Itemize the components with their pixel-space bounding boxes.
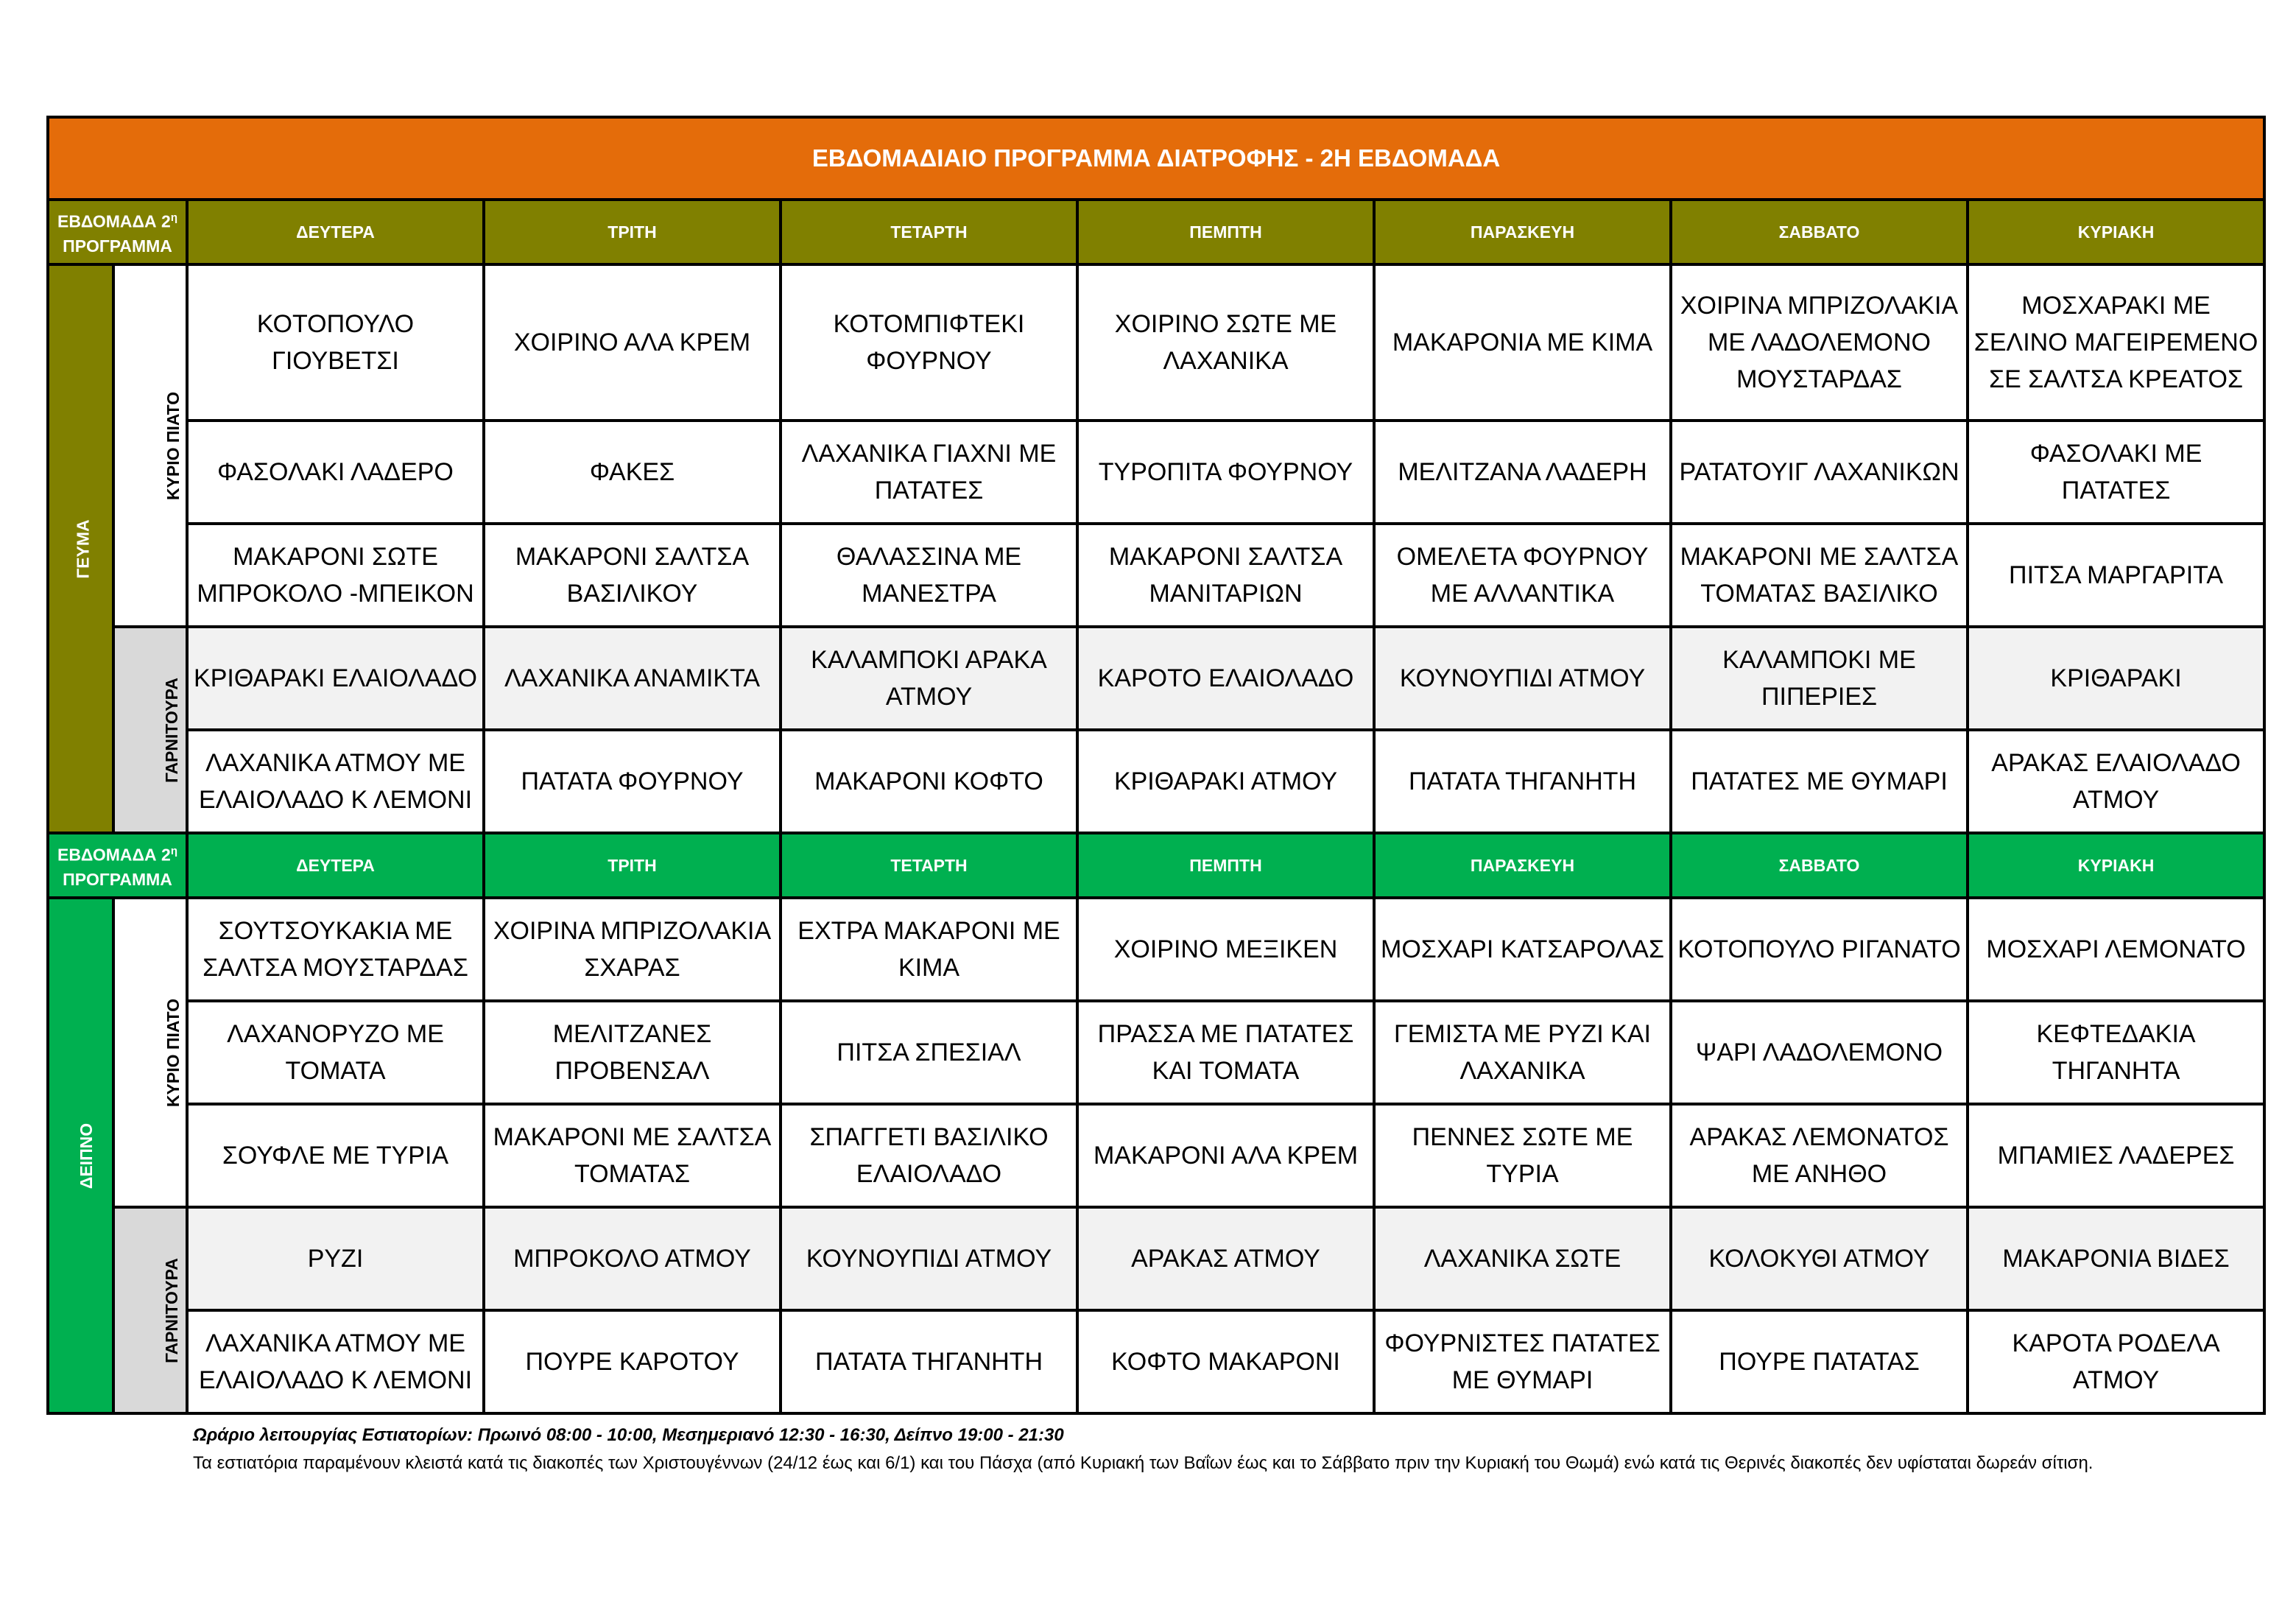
weekly-menu-table [46, 116, 2266, 1415]
dish-cell: ΟΜΕΛΕΤΑ ΦΟΥΡΝΟΥ ΜΕ ΑΛΛΑΝΤΙΚΑ [1374, 524, 1671, 627]
dish-cell: ΚΟΤΟΠΟΥΛΟ ΓΙΟΥΒΕΤΣΙ [187, 264, 484, 421]
dish-cell: ΜΟΣΧΑΡΙ ΚΑΤΣΑΡΟΛΑΣ [1374, 898, 1671, 1001]
week-label-line2: ΠΡΟΓΡΑΜΜΑ [63, 236, 172, 256]
dish-cell: ΕΧΤΡΑ ΜΑΚΑΡΟΝΙ ΜΕ ΚΙΜΑ [781, 898, 1077, 1001]
dish-cell: ΛΑΧΑΝΙΚΑ ΑΝΑΜΙΚΤΑ [484, 627, 781, 730]
meal-label-lunch: ΓΕΥΜΑ [48, 264, 113, 833]
day-header: ΣΑΒΒΑΤΟ [1671, 200, 1968, 264]
dish-cell: ΜΕΛΙΤΖΑΝΕΣ ΠΡΟΒΕΝΣΑΛ [484, 1001, 781, 1104]
meal-label-dinner: ΔΕΙΠΝΟ [48, 898, 113, 1413]
dish-cell: ΑΡΑΚΑΣ ΛΕΜΟΝΑΤΟΣ ΜΕ ΑΝΗΘΟ [1671, 1104, 1968, 1207]
dish-cell: ΡΥΖΙ [187, 1207, 484, 1310]
dish-cell: ΘΑΛΑΣΣΙΝΑ ΜΕ ΜΑΝΕΣΤΡΑ [781, 524, 1077, 627]
category-main: ΚΥΡΙΟ ΠΙΑΤΟ [113, 898, 187, 1207]
footer-notes [193, 1421, 2240, 1477]
dish-cell: ΠΙΤΣΑ ΜΑΡΓΑΡΙΤΑ [1968, 524, 2264, 627]
week-label [48, 833, 187, 898]
dish-cell: ΠΟΥΡΕ ΚΑΡΟΤΟΥ [484, 1310, 781, 1413]
dish-cell: ΠΕΝΝΕΣ ΣΩΤΕ ΜΕ ΤΥΡΙΑ [1374, 1104, 1671, 1207]
dish-cell: ΛΑΧΑΝΙΚΑ ΓΙΑΧΝΙ ΜΕ ΠΑΤΑΤΕΣ [781, 421, 1077, 524]
dish-cell: ΡΑΤΑΤΟΥΙΓ ΛΑΧΑΝΙΚΩΝ [1671, 421, 1968, 524]
week-label-line1: ΕΒΔΟΜΑΔΑ 2 [57, 211, 171, 231]
dish-cell: ΦΑΚΕΣ [484, 421, 781, 524]
dish-cell: ΚΟΥΝΟΥΠΙΔΙ ΑΤΜΟΥ [781, 1207, 1077, 1310]
category-side: ΓΑΡΝΙΤΟΥΡΑ [113, 627, 187, 833]
dish-cell: ΧΟΙΡΙΝΟ ΣΩΤΕ ΜΕ ΛΑΧΑΝΙΚΑ [1077, 264, 1374, 421]
dish-cell: ΦΟΥΡΝΙΣΤΕΣ ΠΑΤΑΤΕΣ ΜΕ ΘΥΜΑΡΙ [1374, 1310, 1671, 1413]
dish-cell: ΓΕΜΙΣΤΑ ΜΕ ΡΥΖΙ ΚΑΙ ΛΑΧΑΝΙΚΑ [1374, 1001, 1671, 1104]
day-header: ΤΡΙΤΗ [484, 200, 781, 264]
dish-cell: ΚΟΤΟΠΟΥΛΟ ΡΙΓΑΝΑΤΟ [1671, 898, 1968, 1001]
category-main: ΚΥΡΙΟ ΠΙΑΤΟ [113, 264, 187, 627]
dish-cell: ΚΕΦΤΕΔΑΚΙΑ ΤΗΓΑΝΗΤΑ [1968, 1001, 2264, 1104]
dish-cell: ΣΟΥΦΛΕ ΜΕ ΤΥΡΙΑ [187, 1104, 484, 1207]
week-label [48, 200, 187, 264]
dish-cell: ΣΠΑΓΓΕΤΙ ΒΑΣΙΛΙΚΟ ΕΛΑΙΟΛΑΔΟ [781, 1104, 1077, 1207]
dish-cell: ΛΑΧΑΝΙΚΑ ΑΤΜΟΥ ΜΕ ΕΛΑΙΟΛΑΔΟ Κ ΛΕΜΟΝΙ [187, 1310, 484, 1413]
dish-cell: ΜΑΚΑΡΟΝΙ ΣΑΛΤΣΑ ΒΑΣΙΛΙΚΟΥ [484, 524, 781, 627]
dish-cell: ΚΟΥΝΟΥΠΙΔΙ ΑΤΜΟΥ [1374, 627, 1671, 730]
dish-cell: ΣΟΥΤΣΟΥΚΑΚΙΑ ΜΕ ΣΑΛΤΣΑ ΜΟΥΣΤΑΡΔΑΣ [187, 898, 484, 1001]
dish-cell: ΜΑΚΑΡΟΝΙ ΜΕ ΣΑΛΤΣΑ ΤΟΜΑΤΑΣ [484, 1104, 781, 1207]
day-header: ΠΑΡΑΣΚΕΥΗ [1374, 200, 1671, 264]
week-label-line2: ΠΡΟΓΡΑΜΜΑ [63, 870, 172, 890]
closure-notice: Τα εστιατόρια παραμένουν κλειστά κατά τις διακοπές των Χριστουγέννων (24/12 έως και 6/1) και του Πάσχα (από Κυριακή των Βαΐων έως και το Σάββατο πριν την Κυριακή του Θωμά) ενώ κατά τις Θερινές διακοπές δεν υφίσταται δωρεάν σίτιση. [193, 1453, 2093, 1473]
dish-cell: ΠΡΑΣΣΑ ΜΕ ΠΑΤΑΤΕΣ ΚΑΙ ΤΟΜΑΤΑ [1077, 1001, 1374, 1104]
day-header: ΠΕΜΠΤΗ [1077, 833, 1374, 898]
menu-title: ΕΒΔΟΜΑΔΙΑΙΟ ΠΡΟΓΡΑΜΜΑ ΔΙΑΤΡΟΦΗΣ - 2Η ΕΒΔΟΜΑΔΑ [48, 117, 2264, 200]
dish-cell: ΚΑΛΑΜΠΟΚΙ ΜΕ ΠΙΠΕΡΙΕΣ [1671, 627, 1968, 730]
dish-cell: ΠΟΥΡΕ ΠΑΤΑΤΑΣ [1671, 1310, 1968, 1413]
day-header: ΔΕΥΤΕΡΑ [187, 833, 484, 898]
day-header: ΤΕΤΑΡΤΗ [781, 833, 1077, 898]
day-header: ΤΡΙΤΗ [484, 833, 781, 898]
day-header: ΤΕΤΑΡΤΗ [781, 200, 1077, 264]
dish-cell: ΑΡΑΚΑΣ ΑΤΜΟΥ [1077, 1207, 1374, 1310]
dish-cell: ΠΑΤΑΤΕΣ ΜΕ ΘΥΜΑΡΙ [1671, 730, 1968, 833]
dish-cell: ΚΟΤΟΜΠΙΦΤΕΚΙ ΦΟΥΡΝΟΥ [781, 264, 1077, 421]
day-header: ΚΥΡΙΑΚΗ [1968, 200, 2264, 264]
dish-cell: ΜΟΣΧΑΡΙ ΛΕΜΟΝΑΤΟ [1968, 898, 2264, 1001]
day-header: ΠΕΜΠΤΗ [1077, 200, 1374, 264]
week-label-sup: η [170, 844, 178, 857]
dish-cell: ΠΑΤΑΤΑ ΦΟΥΡΝΟΥ [484, 730, 781, 833]
category-side: ΓΑΡΝΙΤΟΥΡΑ [113, 1207, 187, 1413]
dish-cell: ΚΑΛΑΜΠΟΚΙ ΑΡΑΚΑ ΑΤΜΟΥ [781, 627, 1077, 730]
dish-cell: ΜΑΚΑΡΟΝΙ ΑΛΑ ΚΡΕΜ [1077, 1104, 1374, 1207]
dish-cell: ΜΠΡΟΚΟΛΟ ΑΤΜΟΥ [484, 1207, 781, 1310]
dish-cell: ΚΑΡΟΤΟ ΕΛΑΙΟΛΑΔΟ [1077, 627, 1374, 730]
dish-cell: ΧΟΙΡΙΝΑ ΜΠΡΙΖΟΛΑΚΙΑ ΣΧΑΡΑΣ [484, 898, 781, 1001]
dish-cell: ΨΑΡΙ ΛΑΔΟΛΕΜΟΝΟ [1671, 1001, 1968, 1104]
dish-cell: ΜΑΚΑΡΟΝΙΑ ΒΙΔΕΣ [1968, 1207, 2264, 1310]
dish-cell: ΛΑΧΑΝΙΚΑ ΣΩΤΕ [1374, 1207, 1671, 1310]
day-header: ΣΑΒΒΑΤΟ [1671, 833, 1968, 898]
dish-cell: ΧΟΙΡΙΝΑ ΜΠΡΙΖΟΛΑΚΙΑ ΜΕ ΛΑΔΟΛΕΜΟΝΟ ΜΟΥΣΤΑΡΔΑΣ [1671, 264, 1968, 421]
dish-cell: ΛΑΧΑΝΟΡΥΖΟ ΜΕ ΤΟΜΑΤΑ [187, 1001, 484, 1104]
dish-cell: ΚΡΙΘΑΡΑΚΙ [1968, 627, 2264, 730]
dish-cell: ΧΟΙΡΙΝΟ ΑΛΑ ΚΡΕΜ [484, 264, 781, 421]
dish-cell: ΚΡΙΘΑΡΑΚΙ ΕΛΑΙΟΛΑΔΟ [187, 627, 484, 730]
dish-cell: ΧΟΙΡΙΝΟ ΜΕΞΙΚΕΝ [1077, 898, 1374, 1001]
opening-hours: Ωράριο λειτουργίας Εστιατορίων: Πρωινό 08:00 - 10:00, Μεσημεριανό 12:30 - 16:30, Δείπνο 19:00 - 21:30 [193, 1425, 1064, 1445]
dish-cell: ΜΑΚΑΡΟΝΙ ΣΑΛΤΣΑ ΜΑΝΙΤΑΡΙΩΝ [1077, 524, 1374, 627]
week-label-sup: η [170, 211, 178, 224]
day-header: ΠΑΡΑΣΚΕΥΗ [1374, 833, 1671, 898]
dish-cell: ΜΑΚΑΡΟΝΙ ΚΟΦΤΟ [781, 730, 1077, 833]
dish-cell: ΦΑΣΟΛΑΚΙ ΛΑΔΕΡΟ [187, 421, 484, 524]
dish-cell: ΠΑΤΑΤΑ ΤΗΓΑΝΗΤΗ [1374, 730, 1671, 833]
dish-cell: ΜΑΚΑΡΟΝΙΑ ΜΕ ΚΙΜΑ [1374, 264, 1671, 421]
week-label-line1: ΕΒΔΟΜΑΔΑ 2 [57, 845, 171, 865]
dish-cell: ΠΑΤΑΤΑ ΤΗΓΑΝΗΤΗ [781, 1310, 1077, 1413]
dish-cell: ΜΑΚΑΡΟΝΙ ΜΕ ΣΑΛΤΣΑ ΤΟΜΑΤΑΣ ΒΑΣΙΛΙΚΟ [1671, 524, 1968, 627]
dish-cell: ΤΥΡΟΠΙΤΑ ΦΟΥΡΝΟΥ [1077, 421, 1374, 524]
dish-cell: ΜΠΑΜΙΕΣ ΛΑΔΕΡΕΣ [1968, 1104, 2264, 1207]
dish-cell: ΜΟΣΧΑΡΑΚΙ ΜΕ ΣΕΛΙΝΟ ΜΑΓΕΙΡΕΜΕΝΟ ΣΕ ΣΑΛΤΣΑ ΚΡΕΑΤΟΣ [1968, 264, 2264, 421]
dish-cell: ΜΑΚΑΡΟΝΙ ΣΩΤΕ ΜΠΡΟΚΟΛΟ -ΜΠΕΙΚΟΝ [187, 524, 484, 627]
dish-cell: ΜΕΛΙΤΖΑΝΑ ΛΑΔΕΡΗ [1374, 421, 1671, 524]
dish-cell: ΚΑΡΟΤΑ ΡΟΔΕΛΑ ΑΤΜΟΥ [1968, 1310, 2264, 1413]
dish-cell: ΠΙΤΣΑ ΣΠΕΣΙΑΛ [781, 1001, 1077, 1104]
day-header: ΚΥΡΙΑΚΗ [1968, 833, 2264, 898]
dish-cell: ΛΑΧΑΝΙΚΑ ΑΤΜΟΥ ΜΕ ΕΛΑΙΟΛΑΔΟ Κ ΛΕΜΟΝΙ [187, 730, 484, 833]
dish-cell: ΑΡΑΚΑΣ ΕΛΑΙΟΛΑΔΟ ΑΤΜΟΥ [1968, 730, 2264, 833]
dish-cell: ΚΟΛΟΚΥΘΙ ΑΤΜΟΥ [1671, 1207, 1968, 1310]
dish-cell: ΚΡΙΘΑΡΑΚΙ ΑΤΜΟΥ [1077, 730, 1374, 833]
day-header: ΔΕΥΤΕΡΑ [187, 200, 484, 264]
dish-cell: ΦΑΣΟΛΑΚΙ ΜΕ ΠΑΤΑΤΕΣ [1968, 421, 2264, 524]
dish-cell: ΚΟΦΤΟ ΜΑΚΑΡΟΝΙ [1077, 1310, 1374, 1413]
